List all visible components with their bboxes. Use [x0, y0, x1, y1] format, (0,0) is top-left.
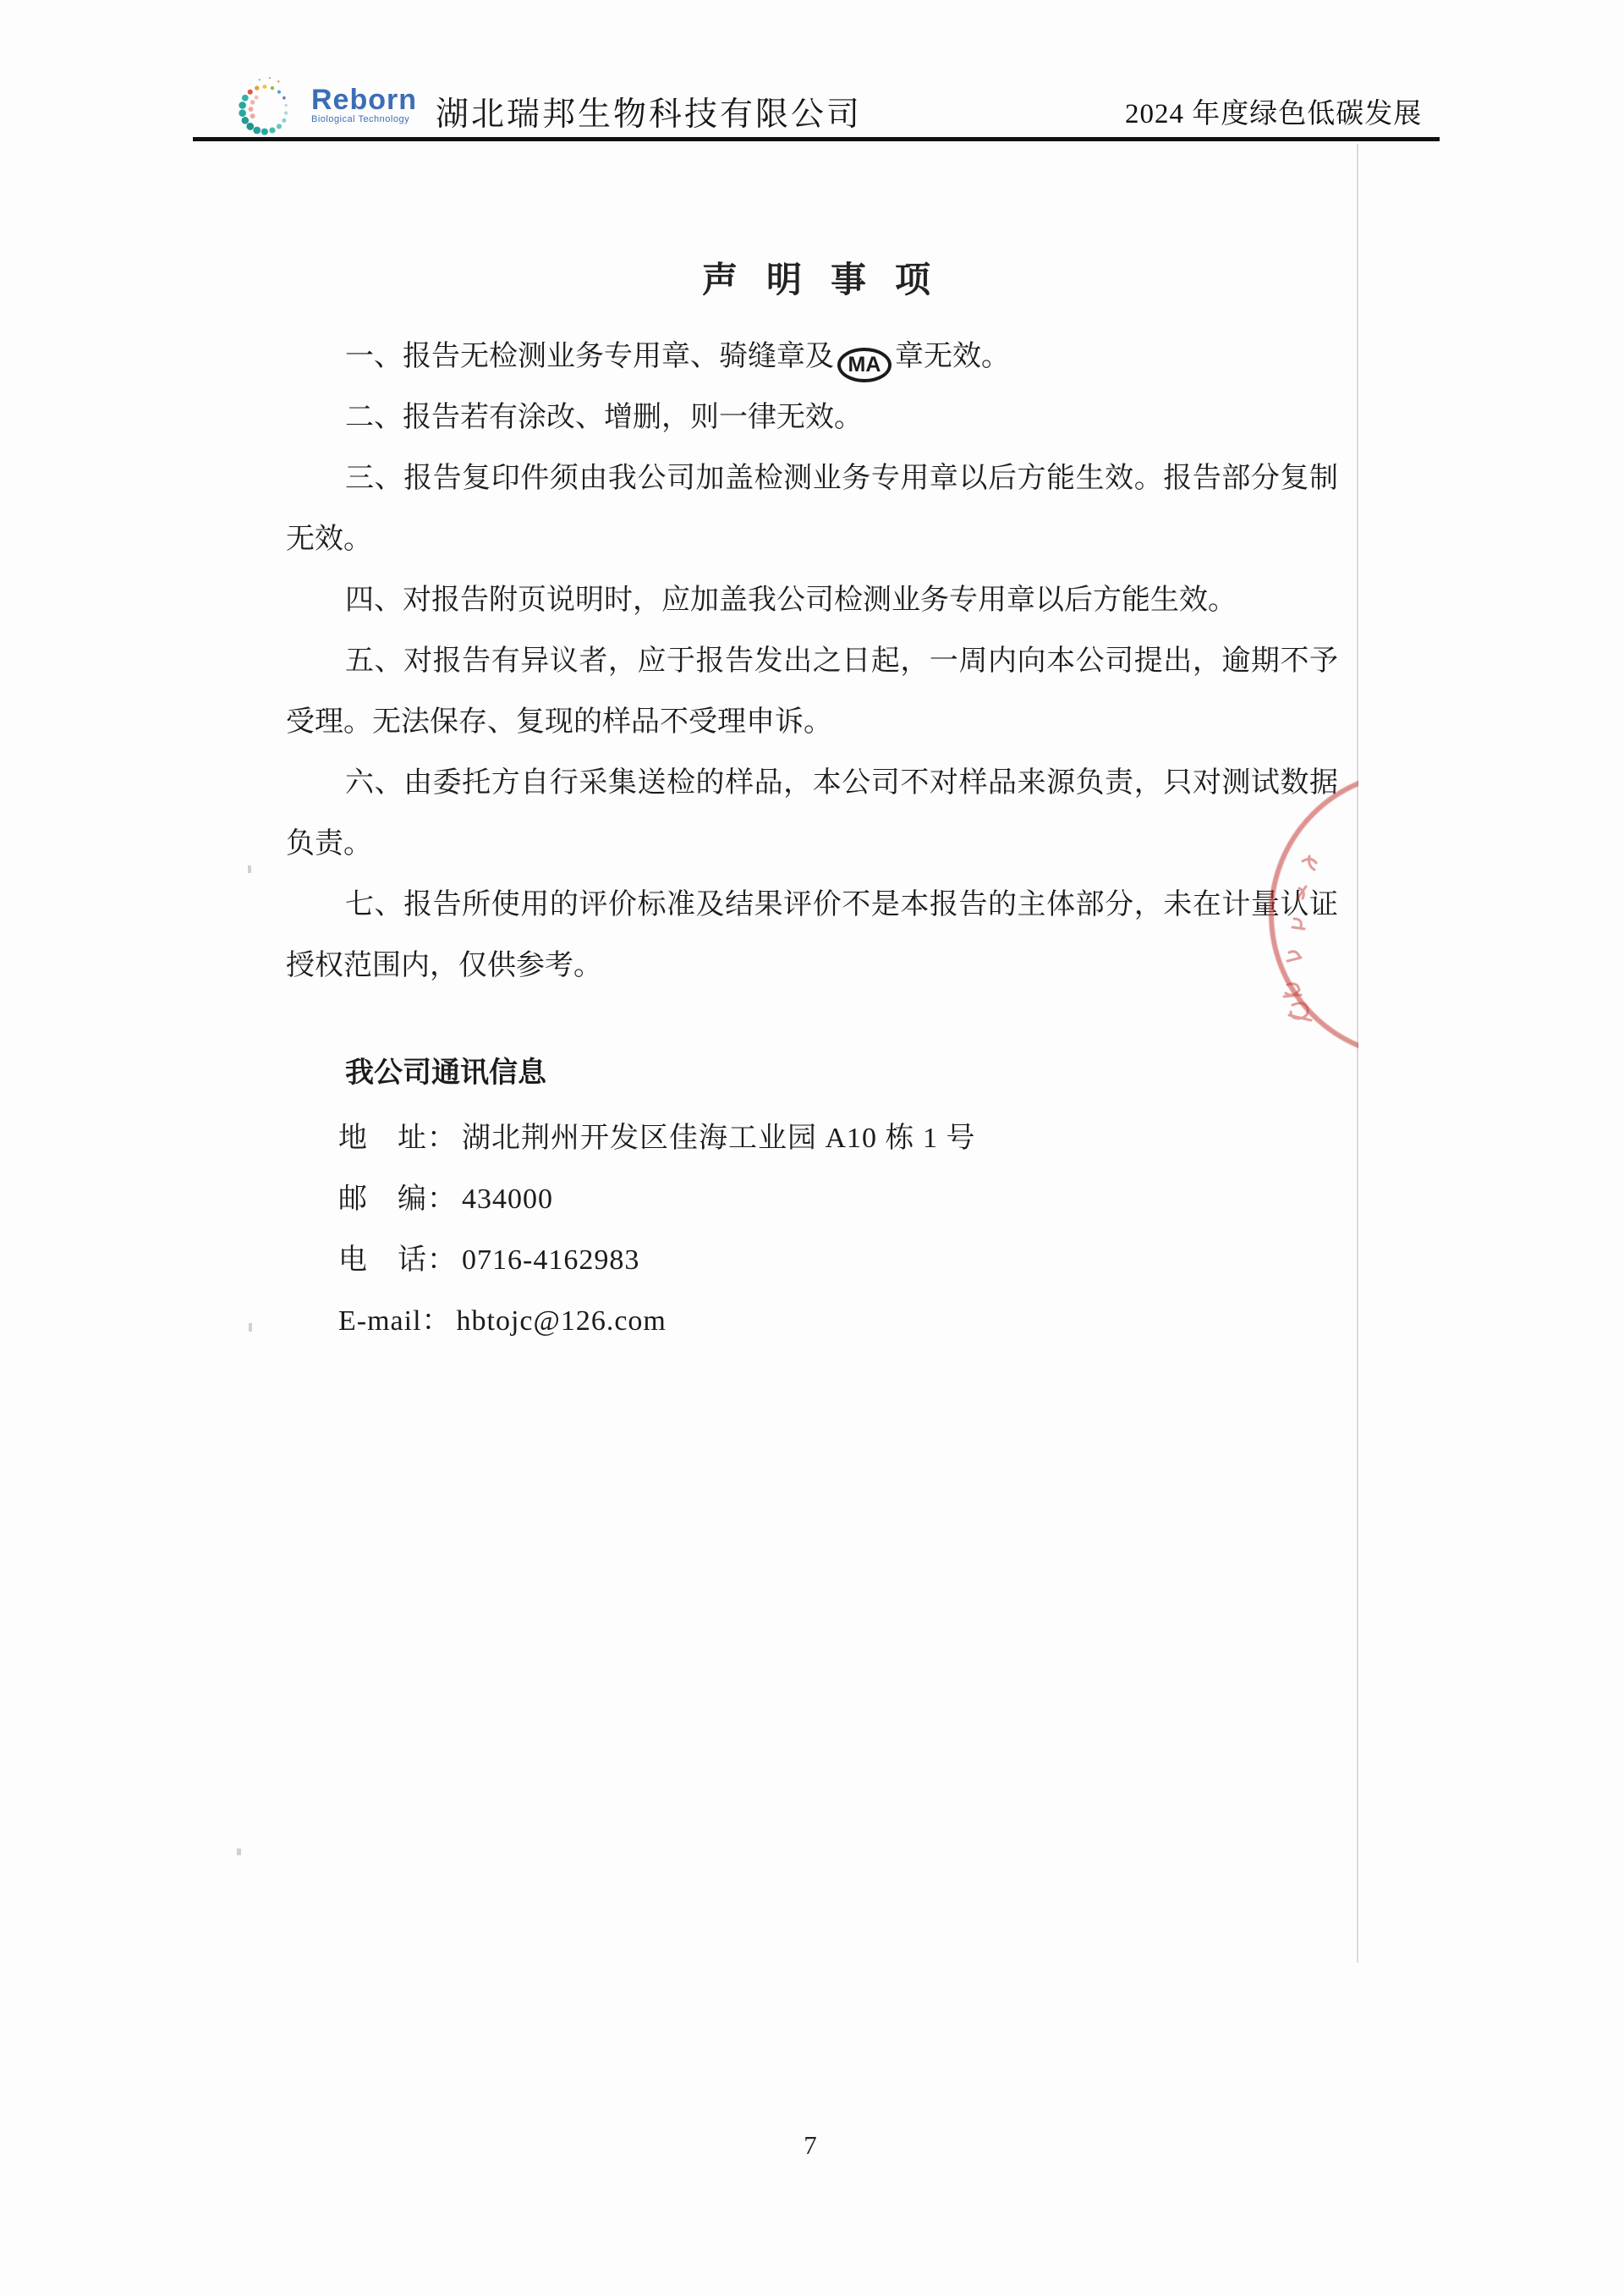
declaration-text: 二、报告若有涂改、增删，则一律无效。 — [345, 402, 863, 433]
contact-row — [338, 1230, 976, 1291]
report-edition: 2024 年度绿色低碳发展 — [1125, 99, 1423, 129]
declaration-item — [286, 753, 1338, 875]
reborn-logo-icon — [233, 73, 306, 142]
declaration-item — [286, 875, 1338, 997]
reborn-logo — [233, 73, 417, 142]
contact-value: hbtojc@126.com — [456, 1305, 667, 1337]
declaration-item — [286, 448, 1338, 570]
page-number: 7 — [804, 2130, 817, 2160]
contact-row — [338, 1291, 976, 1352]
declaration-text: 六、由委托方自行采集送检的样品，本公司不对样品来源负责，只对测试数据负责。 — [286, 767, 1338, 860]
header-rule — [193, 137, 1440, 141]
declaration-text: 一、报告无检测业务专用章、骑缝章及 — [345, 341, 834, 372]
contact-heading: 我公司通讯信息 — [345, 1057, 546, 1089]
page-title: 声明事项 — [701, 261, 959, 300]
stamp-text-icon — [1250, 761, 1358, 1063]
contact-row — [338, 1108, 976, 1169]
declaration-text: 四、对报告附页说明时，应加盖我公司检测业务专用章以后方能生效。 — [345, 585, 1237, 616]
brand-block — [311, 84, 417, 124]
brand-tagline: Biological Technology — [311, 114, 410, 124]
declarations-list — [286, 327, 1338, 997]
contact-value: 434000 — [462, 1184, 553, 1215]
scan-speck — [248, 865, 251, 873]
scan-speck — [249, 1323, 252, 1332]
contact-label: 电 话： — [338, 1244, 457, 1276]
declaration-item — [286, 570, 1338, 631]
declaration-text: 三、报告复印件须由我公司加盖检测业务专用章以后方能生效。报告部分复制无效。 — [286, 463, 1338, 555]
declaration-item — [286, 327, 1338, 387]
contact-row — [338, 1169, 976, 1230]
scan-speck — [237, 1848, 241, 1855]
contact-label: E-mail： — [338, 1305, 452, 1337]
declaration-text: 五、对报告有异议者，应于报告发出之日起，一周内向本公司提出，逾期不予受理。无法保存、复现的样品不受理申诉。 — [286, 645, 1338, 738]
official-stamp — [1250, 761, 1358, 1063]
contact-label: 邮 编： — [338, 1184, 457, 1215]
contact-value: 湖北荆州开发区佳海工业园 A10 栋 1 号 — [462, 1123, 976, 1154]
declaration-item — [286, 387, 1338, 448]
contact-label: 地 址： — [338, 1123, 457, 1154]
declaration-item — [286, 631, 1338, 753]
contact-value: 0716-4162983 — [462, 1244, 640, 1276]
brand-name: Reborn — [311, 84, 417, 116]
contact-rows — [338, 1108, 976, 1352]
declaration-text: 七、报告所使用的评价标准及结果评价不是本报告的主体部分，未在计量认证授权范围内，仅供参考。 — [286, 889, 1338, 981]
company-name: 湖北瑞邦生物科技有限公司 — [436, 96, 863, 133]
cma-mark-icon: MA — [837, 348, 892, 382]
declaration-text: 章无效。 — [895, 341, 1010, 372]
page-header — [233, 73, 862, 142]
